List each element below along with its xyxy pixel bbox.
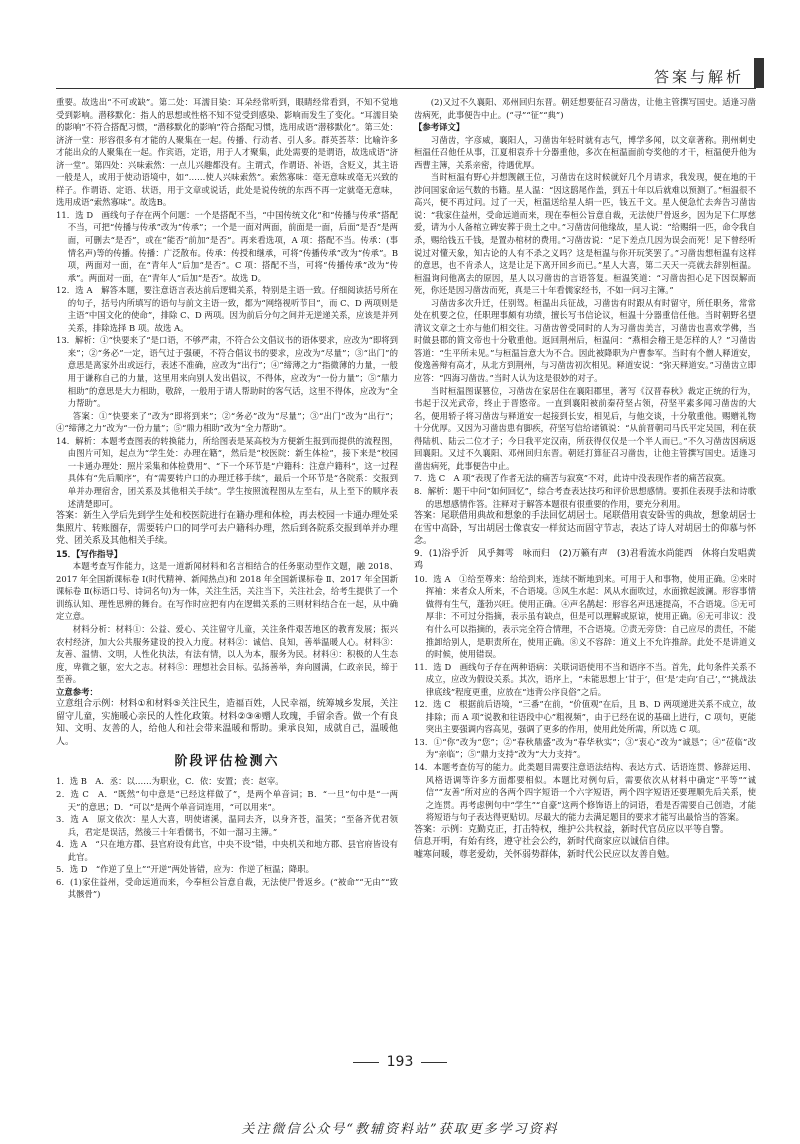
answer-item-9: 9．(1)浴乎沂 风乎舞雩 咏而归 (2)万籁有声 (3)君看流水尚能西 休将白发唱黄鸡 <box>414 548 756 572</box>
translation-paragraph: 当时桓温有野心并想觊觎王位，习凿齿在这时候就好几个月请求，我发现，便在地的干涉问国家命运气数的书籍。星人温：“因这鸱尾作盖，到五十年以后就难以预测了。”桓温很不高兴，便不再过问。过了一天，桓温送给星人绢一匹，钱五千文。星人便急忙去奔告习凿齿说：“我家住益州，受命远道而来，现在奉桓公旨意自裁，无法使尸骨返乡，因为足下仁厚慈爱，请为小人备棺立碑安葬于贵土之中。”习凿齿问他缘故，星人说：“给赐绢一匹，命令我自杀，赐给钱五千钱，是置办棺材的费用。”习凿齿说：“足下差点几因为误会而死！足下曾经听说过对懂天象，知古论的人有不杀之义吗？这是桓温与你开玩笑罢了。”习凿齿想桓温有这样的意思，也不肯杀人，这是让足下离开回乡而已。”星人大喜，第二天天一亮就去辞别桓温。桓温询问他离去的原因，星人以习凿齿的言语答复。桓温笑道：“习凿齿担心足下因误解而死，你还是因习凿齿而死，真是三十年看儒家经书，不如一问习主簿。” <box>414 172 756 296</box>
answer-item-13-analysis: 13．解析：①“快要来了”是口语，不够严肃，不符合公文倡议书的语体要求，应改为“即将到来”；②“务必”一定，语气过于强硬，不符合倡议书的要求，应改为“尽量”；③“出门”的意思是离家外出或远行，表述不准确，应改为“出行”；④“缔薄之力”指微薄的力量，一般用于谦称自己的力量，这里用来向别人发出倡议，不得体，应改为“一份力量”；⑤“鼎力相助”的意思是大力相助，敬辞，一般用于请人帮助时的客气话，这里不得体，应改为“全力帮助”。 <box>56 335 398 409</box>
answer-item-14-example: 嘘寒问暖，尊老爱幼，关怀弱势群体，新时代公民应以友善自勉。 <box>414 849 676 860</box>
answer-item-13-answer: 答案：①“快要来了”改为“即将到来”；②“务必”改为“尽量”；③“出门”改为“出行”；④“缔薄之力”改为“一份力量”；⑤“鼎力相助”改为“全力帮助”。 <box>56 410 398 434</box>
header-title: 答案与解析 <box>653 68 744 86</box>
answer-item-6-part2: (2)又过不久襄阳、邓州回归东晋。朝廷想要征召习凿齿，让他主管撰写国史。适逢习凿齿病死，此事便告中止。(“寻”“征”“典”) <box>414 97 756 120</box>
answer-item-1: 1．选 B A．丞：以……为职业，C．依：安置；丧：赵宰。 <box>56 776 284 787</box>
page-number-dash-right <box>421 1062 447 1063</box>
answer-item-8-analysis: 8．解析：题干中问“如何回忆”，综合考查表达技巧和评价思想感情。要抓住表现手法和诗歌的思想感情作答。注释对于解答本题很有很重要的作用，要充分利用。 <box>414 485 756 509</box>
answer-item-13-right: 13．①“你”改为“您”；②“春秋鼎盛”改为“春华秋实”；③“衷心”改为“诚恳”；④“莅临”改为“亲临”；⑤“鼎力支持”改为“大力支持”。 <box>414 736 756 760</box>
answer-item-5: 5．选 D “作逆了皇上”“开逆”两处皆错，应为：作逆了桓温；降职。 <box>56 864 314 875</box>
writing-guide-heading: 15．【写作指导】 <box>56 548 123 559</box>
translation-paragraph: 当时桓温图谋篡位，习凿齿在家居住在襄阳郡里，著写《汉晋春秋》裁定正统的行为，书起于汉光武帝，终止于晋愍帝。一直到襄阳被前秦苻坚占领，苻坚平素多闻习凿齿的大名，便用轿子将习凿齿与释道安一起接到长安，相见后，与他交谈，十分敬重他。赐赠礼物十分优厚。又因为习凿齿患有脚疾，苻坚写信给诸镇说：“从前晋朝司马氏平定吴国，利在获得陆机、陆云二位才子；今日我平定汉南，所获得仅仅是一个半人而已。”不久习凿齿因病返回襄阳。又过不久襄阳、邓州回归东晋。朝廷打算征召习凿齿，让他主管撰写国史。适逢习凿齿病死，此事便告中止。 <box>414 385 756 471</box>
answer-item-12: 12．选 A 解答本题，要注意语言表达前后逻辑关系，特别是主语一致。仔细阅读括号所在的句子，括号内所填写的语句与前文主语一致，都为“网络视听节目”，而 C、D 两项则是主语“中国文化的使命”，排除 C、D 两项。因为前后分句之间并无逆递关系，应该是并列关系，排除选择 B 项。故选 A。 <box>56 285 398 333</box>
answer-item-12-right: 12．选 C 根据前后语境，“三番”在前，“价值观”在后，且 B、D 两项递进关系不成立，故排除；而 A 项“说教和往语段中心”粗视频”，由于已经在说的基础上进行，C 项句，更能突出主要强调内容高见，强调了更多的作用，使用此处所需，所以选 C 项。 <box>414 699 756 735</box>
answer-item-4: 4．选 A “只在地方郡、县官府设有此官，中央不设”错，中央机关和地方郡、县官府皆设有此官。 <box>56 839 398 862</box>
left-column <box>56 96 398 1040</box>
header-rule <box>56 88 756 89</box>
translation-paragraph: 习凿齿多次升迁，任别驾。桓温出兵征战，习凿齿有时跟从有时留守，所任职务，常常处在机要之位，任职理事颇有功绩，擅长写书信论议，桓温十分器重信任他。当时朝野名望清议文章之士亦与他们相交往。习凿齿曾受同时的人为习凿齿美言，习凿齿也喜欢学佛，当时做县郡的简文帝也十分敬重他。返回荆州后，桓温问：“燕相会稽王是怎样的人？”习凿齿答道：“生平所未见。”与桓温旨意大为不合。因此被降职为户曹参军。当时有个僧人释道安，俊逸善辩有高才，从北方到荆州，与习凿齿初次相见。释道安说：“弥天释道安。”习凿齿立即应答：“四海习凿齿。”当时人认为这是很妙的对子。 <box>414 297 756 384</box>
page-number <box>0 1054 800 1070</box>
answer-paragraph: 重要。故选出“不可或缺”。第二处：耳濡目染：耳朵经常听到，眼睛经常看到，不知不觉地受到影响。潜移默化：指人的思想或性格不知不觉受到感染、影响而发生了变化。“耳濡目染的影响”不符合搭配习惯，“潜移默化的影响”符合搭配习惯，选用成语“潜移默化”。第三处：济济一堂：形容很多有才能的人聚集在一起。传播、行动者、引人多。群英荟萃：比喻许多才能出众的人聚集在一起。作宾语，定语，用于人才聚集，此处需要的是谓语，故选成语“济济一堂”。第四处：兴味索然：一点儿兴趣都没有。主谓式，作谓语、补语，含贬义，其主语一般是人，或用于使动语境中，如“……使人兴味索然”。索然寡味：毫无意味或毫无兴致的样子。作谓语、定语、状语，用于文章或说话，此处是说传统的东西不再一定就毫无意味，选用成语“索然寡味”。故选B。 <box>56 97 398 208</box>
topic-reference-heading: 立意参考： <box>56 686 98 697</box>
answer-item-2: 2．选 C A．“既然”句中意是“已经这样做了”，是两个单音词；B．“一旦”句中是“一两天”的意思；D．“可以”是两个单音词连用，“可以用来”。 <box>56 788 398 812</box>
answer-item-14-analysis: 14．解析：本题考查图表的转换能力，所给图表是某高校为方便新生报到而提供的流程图，由图片可知，起点为“学生处：办理在籍”，然后是“校医院：新生体检”，接下来是“校园一卡通办理处：照片采集和体检费用”、“下一个环节是“户籍科：注意户籍科”，这一过程具体有“先后顺序”，有“需要转户口的办理迁移手续”，最后一个环节是“各院系：交报到单并办理宿舍，团关系及其他相关手续”。学生按照流程图从左至右，从上至下的顺序表述清楚即可。 <box>56 435 398 509</box>
page-header <box>0 0 800 92</box>
answer-item-14-example: 信息开明，有始有终，遵守社会公约，新时代商家应以诚信自律。 <box>414 837 676 848</box>
answer-item-3: 3．选 A 原文依次：星人大喜，明使诸溪，温同去齐，以身齐苍，温笑；“至备齐优君领兵，君定是误活，然後三十年看儒书，不如一溜习主簿。” <box>56 814 398 837</box>
topic-reference-text: 立意组合示例：材料①和材料⑤关注民生，造福百姓，人民幸福，统筹城乡发展，关注留守儿童，实施暖心亲民的人性化政策。材料②③④赠人玫瑰，手留余香。做一个有良知、文明、友善的人，给他人和社会带来温暖和帮助。秉承良知，成就自己，温暖他人。 <box>56 699 398 747</box>
section-title: 阶段评估检测六 <box>174 754 280 770</box>
page-number-value: 193 <box>386 1054 414 1070</box>
answer-item-11: 11．选 D 画线句子存在两个问题：一个是搭配不当，“中国传统文化”和“传播与传承”搭配不当，可把“传播与传承”改为“传承”；一个是一面对两面，前面是一面，后面“是否”是两面，可删去“是否”，或在“能否”前加“是否”。再来看选项，A 项：搭配不当。传承：(事情名声)等的传播。传播：广泛散布。传承：传授和继承，可将“传播传承”改为“传承”。B 项，两面对一面，在“青年人”后加“是否”。C 项：搭配不当，可将“传播传承”改为“传承”。两面对一面，在“青年人”后加“是否”。故选 D。 <box>56 209 398 283</box>
answer-item-14-right: 14．本题考查仿写的能力。此类题目需要注意语法结构、表达方式、话语连贯、修辞运用、风格语调等许多方面都要相似。本题比对例句后，需要依次从材料中确定“平等”“诚信”“友善”所对应的各两个四字短语一个六字短语，两个四字短语还要理顺先后关系，使之连贯。再考虑例句中“学生”“自豪”这两个修饰语上的词语，看是否需要自己创造，才能将短语与句子表达得更贴切。尽最大的能力去满足题目的要求才能写出最恰当的答案。 <box>414 761 756 823</box>
answer-item-10: 10．选 A ①给至尊来：给给到来，连续不断地到来。可用于人和事物，使用正确。②来时挥袖：来者众人所来，不合语境。③风生水起：风从水面吹过，水面掀起波澜。形容事情做得有生气，蓬勃兴旺。使用正确。④声名鹊起：形容名声迅速提高，不合语境。⑤无可厚非：不可过分指摘，表示虽有缺点，但是可以理解或原谅，使用正确。⑥无可非议：没有什么可以指摘的，表示完全符合情理，不合语境。⑦责无旁贷：自己应尽的责任，不能推卸给别人，是职责所在，使用正确。⑧义不容辞：道义上不允许推辞。此处不是讲道义的时候，使用错误。 <box>414 573 756 660</box>
writing-guide-text: 本题考查写作能力，这是一道新闻材料和名言相结合的任务驱动型作文题，融 2018、2017 年全国新课标卷 Ⅰ(时代精神、新闻热点)和 2018 年全国新课标卷 Ⅱ、2017 年全国新课标卷 Ⅱ(标语口号、诗词名句)为一体，关注生活，关注当下，关注社会，给考生提供了一个训练认知、理性思辨的舞台。在写作时应把有内在逻辑关系的三则材料结合在一起，从中确定立意。 <box>56 561 398 622</box>
footer-notice: 关注微信公众号“教辅资料站”获取更多学习资料 <box>241 1122 559 1137</box>
answer-columns <box>56 96 756 1040</box>
page-number-dash-left <box>353 1062 379 1063</box>
reference-translation-heading: 【参考译文】 <box>414 122 465 133</box>
answer-item-6: 6．(1)家住益州，受命远道而来，今奉桓公旨意自裁，无法使尸骨返乡。(“被命”“无由”“致其骸骨”) <box>56 876 398 900</box>
answer-item-7: 7．选 C A 项“表现了作者无法的痛苦与寂寞”不对，此诗中没表现作者的痛苦寂寞。 <box>414 473 731 484</box>
answer-item-14-example: 答案：示例：克勤克正，打击特权，维护公共权益，新时代官员应以平等自警。 <box>414 824 730 835</box>
header-corner-mark <box>754 58 764 88</box>
answer-item-8-answer: 答案：尾联借用典故和想象的手法回忆胡居士。尾联借用袁安卧雪的典故，想象胡居士在雪中高卧，写出胡居士像袁安一样贫达而固守节志，表达了诗人对胡居士的仰慕与怀念。 <box>414 511 756 547</box>
right-column <box>414 96 756 1040</box>
answer-item-14-answer: 答案：新生入学后先到学生处和校医院进行在籍办理和体检，再去校园一卡通办理处采集照片、转账圈存，需要转户口的同学可去户籍科办理，然后到各院系交报到单并办理党、团关系及其他相关手续。 <box>56 511 398 547</box>
answer-item-11-right: 11．选 D 画线句子存在两种语病：关联词语使用不当和语序不当。首先，此句条件关系不成立，应改为假设关系。其次，语序上，“未能思想上‘甘于’，但‘是’走向‘自己’，”“挑战法律底线”程度更重，应放在“违背公序良俗”之后。 <box>414 661 756 697</box>
translation-paragraph: 习凿齿，字彦威，襄阳人，习凿齿年轻时就有志气，博学多闻，以文章著称。荆州刺史桓温任召他任从事，江夏相袁乔十分器重他，多次在桓温面前夸奖他的才干，桓温便升他为西曹主簿，关系亲密，待遇优厚。 <box>414 134 756 170</box>
material-analysis: 材料分析：材料①：公益、爱心、关注留守儿童，关注条件艰苦地区的教育发展；振兴农村经济，加大公共服务建设的投入力度。材料②：诚信、良知，善举温暖人心。材料③：友善、温情、文明，人性化执法，有法有情，以人为本，服务为民。材料④：积极的人生态度，卑微之躯，宏大之志。材料⑤：理想社会目标。弘扬善举，奔向圆满，仁政亲民，缔于至善。 <box>56 623 398 685</box>
